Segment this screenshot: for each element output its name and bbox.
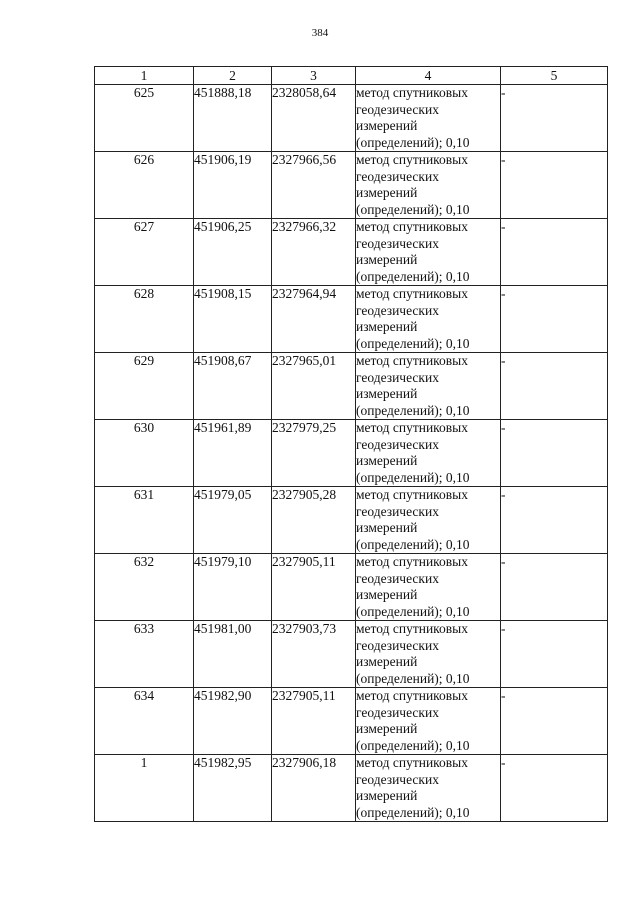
table-row bbox=[95, 621, 608, 688]
point-number-cell: 634 bbox=[95, 688, 194, 755]
method-line: измерений bbox=[356, 788, 418, 803]
method-line: геодезических bbox=[356, 302, 439, 318]
x-coordinate-cell: 451979,10 bbox=[194, 554, 272, 621]
method-line: измерений bbox=[356, 319, 418, 334]
method-line: (определений); 0,10 bbox=[356, 268, 470, 284]
method-line: измерений bbox=[356, 252, 418, 267]
method-cell bbox=[356, 152, 501, 219]
y-coordinate-cell: 2327903,73 bbox=[272, 621, 356, 688]
y-coordinate-cell: 2328058,64 bbox=[272, 85, 356, 152]
method-cell bbox=[356, 554, 501, 621]
x-coordinate-cell: 451961,89 bbox=[194, 420, 272, 487]
method-line: геодезических bbox=[356, 235, 439, 251]
note-cell: - bbox=[501, 755, 608, 822]
point-number-cell: 628 bbox=[95, 286, 194, 353]
method-line: геодезических bbox=[356, 168, 439, 184]
table-row bbox=[95, 554, 608, 621]
x-coordinate-cell: 451981,00 bbox=[194, 621, 272, 688]
method-line: (определений); 0,10 bbox=[356, 335, 470, 351]
point-number-cell: 627 bbox=[95, 219, 194, 286]
method-line: (определений); 0,10 bbox=[356, 469, 470, 485]
note-cell: - bbox=[501, 152, 608, 219]
note-cell: - bbox=[501, 286, 608, 353]
coordinates-table bbox=[94, 66, 608, 822]
method-line: (определений); 0,10 bbox=[356, 201, 470, 217]
method-line: геодезических bbox=[356, 637, 439, 653]
table-row bbox=[95, 487, 608, 554]
method-line: метод спутниковых bbox=[356, 487, 468, 502]
note-cell: - bbox=[501, 219, 608, 286]
method-line: измерений bbox=[356, 185, 418, 200]
table-header bbox=[95, 67, 608, 85]
method-line: метод спутниковых bbox=[356, 755, 468, 770]
method-cell bbox=[356, 688, 501, 755]
method-cell bbox=[356, 85, 501, 152]
y-coordinate-cell: 2327905,28 bbox=[272, 487, 356, 554]
column-header-3: 3 bbox=[272, 67, 356, 85]
x-coordinate-cell: 451906,19 bbox=[194, 152, 272, 219]
method-line: (определений); 0,10 bbox=[356, 737, 470, 753]
method-cell bbox=[356, 219, 501, 286]
y-coordinate-cell: 2327964,94 bbox=[272, 286, 356, 353]
x-coordinate-cell: 451908,67 bbox=[194, 353, 272, 420]
method-line: измерений bbox=[356, 520, 418, 535]
note-cell: - bbox=[501, 353, 608, 420]
y-coordinate-cell: 2327965,01 bbox=[272, 353, 356, 420]
note-cell: - bbox=[501, 688, 608, 755]
method-line: (определений); 0,10 bbox=[356, 804, 470, 820]
method-cell bbox=[356, 621, 501, 688]
point-number-cell: 629 bbox=[95, 353, 194, 420]
note-cell: - bbox=[501, 487, 608, 554]
point-number-cell: 632 bbox=[95, 554, 194, 621]
method-line: измерений bbox=[356, 587, 418, 602]
method-line: метод спутниковых bbox=[356, 688, 468, 703]
point-number-cell: 1 bbox=[95, 755, 194, 822]
method-line: геодезических bbox=[356, 570, 439, 586]
table-row bbox=[95, 353, 608, 420]
method-line: геодезических bbox=[356, 436, 439, 452]
x-coordinate-cell: 451979,05 bbox=[194, 487, 272, 554]
method-line: измерений bbox=[356, 386, 418, 401]
method-line: метод спутниковых bbox=[356, 219, 468, 234]
y-coordinate-cell: 2327905,11 bbox=[272, 688, 356, 755]
table-row bbox=[95, 688, 608, 755]
method-line: метод спутниковых bbox=[356, 286, 468, 301]
method-line: метод спутниковых bbox=[356, 353, 468, 368]
table-row bbox=[95, 755, 608, 822]
point-number-cell: 625 bbox=[95, 85, 194, 152]
y-coordinate-cell: 2327979,25 bbox=[272, 420, 356, 487]
method-line: измерений bbox=[356, 453, 418, 468]
point-number-cell: 626 bbox=[95, 152, 194, 219]
method-line: геодезических bbox=[356, 369, 439, 385]
method-cell bbox=[356, 420, 501, 487]
method-line: (определений); 0,10 bbox=[356, 134, 470, 150]
method-line: геодезических bbox=[356, 101, 439, 117]
method-line: метод спутниковых bbox=[356, 152, 468, 167]
column-header-4: 4 bbox=[356, 67, 501, 85]
x-coordinate-cell: 451888,18 bbox=[194, 85, 272, 152]
method-line: геодезических bbox=[356, 503, 439, 519]
method-cell bbox=[356, 286, 501, 353]
method-line: метод спутниковых bbox=[356, 85, 468, 100]
y-coordinate-cell: 2327966,56 bbox=[272, 152, 356, 219]
y-coordinate-cell: 2327966,32 bbox=[272, 219, 356, 286]
note-cell: - bbox=[501, 554, 608, 621]
method-line: геодезических bbox=[356, 704, 439, 720]
note-cell: - bbox=[501, 621, 608, 688]
note-cell: - bbox=[501, 85, 608, 152]
table-row bbox=[95, 420, 608, 487]
y-coordinate-cell: 2327906,18 bbox=[272, 755, 356, 822]
y-coordinate-cell: 2327905,11 bbox=[272, 554, 356, 621]
table-row bbox=[95, 152, 608, 219]
table-body bbox=[95, 85, 608, 822]
x-coordinate-cell: 451982,95 bbox=[194, 755, 272, 822]
method-line: метод спутниковых bbox=[356, 420, 468, 435]
method-line: измерений bbox=[356, 118, 418, 133]
method-cell bbox=[356, 755, 501, 822]
method-cell bbox=[356, 353, 501, 420]
method-line: измерений bbox=[356, 721, 418, 736]
method-line: (определений); 0,10 bbox=[356, 603, 470, 619]
page-number: 384 bbox=[311, 27, 329, 39]
column-header-2: 2 bbox=[194, 67, 272, 85]
method-line: (определений); 0,10 bbox=[356, 402, 470, 418]
x-coordinate-cell: 451982,90 bbox=[194, 688, 272, 755]
point-number-cell: 630 bbox=[95, 420, 194, 487]
point-number-cell: 631 bbox=[95, 487, 194, 554]
point-number-cell: 633 bbox=[95, 621, 194, 688]
header-row bbox=[95, 67, 608, 85]
method-line: метод спутниковых bbox=[356, 554, 468, 569]
method-line: метод спутниковых bbox=[356, 621, 468, 636]
note-cell: - bbox=[501, 420, 608, 487]
table-row bbox=[95, 286, 608, 353]
method-line: геодезических bbox=[356, 771, 439, 787]
column-header-5: 5 bbox=[501, 67, 608, 85]
method-line: (определений); 0,10 bbox=[356, 536, 470, 552]
table-row bbox=[95, 219, 608, 286]
x-coordinate-cell: 451906,25 bbox=[194, 219, 272, 286]
method-cell bbox=[356, 487, 501, 554]
x-coordinate-cell: 451908,15 bbox=[194, 286, 272, 353]
method-line: измерений bbox=[356, 654, 418, 669]
method-line: (определений); 0,10 bbox=[356, 670, 470, 686]
table-row bbox=[95, 85, 608, 152]
column-header-1: 1 bbox=[95, 67, 194, 85]
